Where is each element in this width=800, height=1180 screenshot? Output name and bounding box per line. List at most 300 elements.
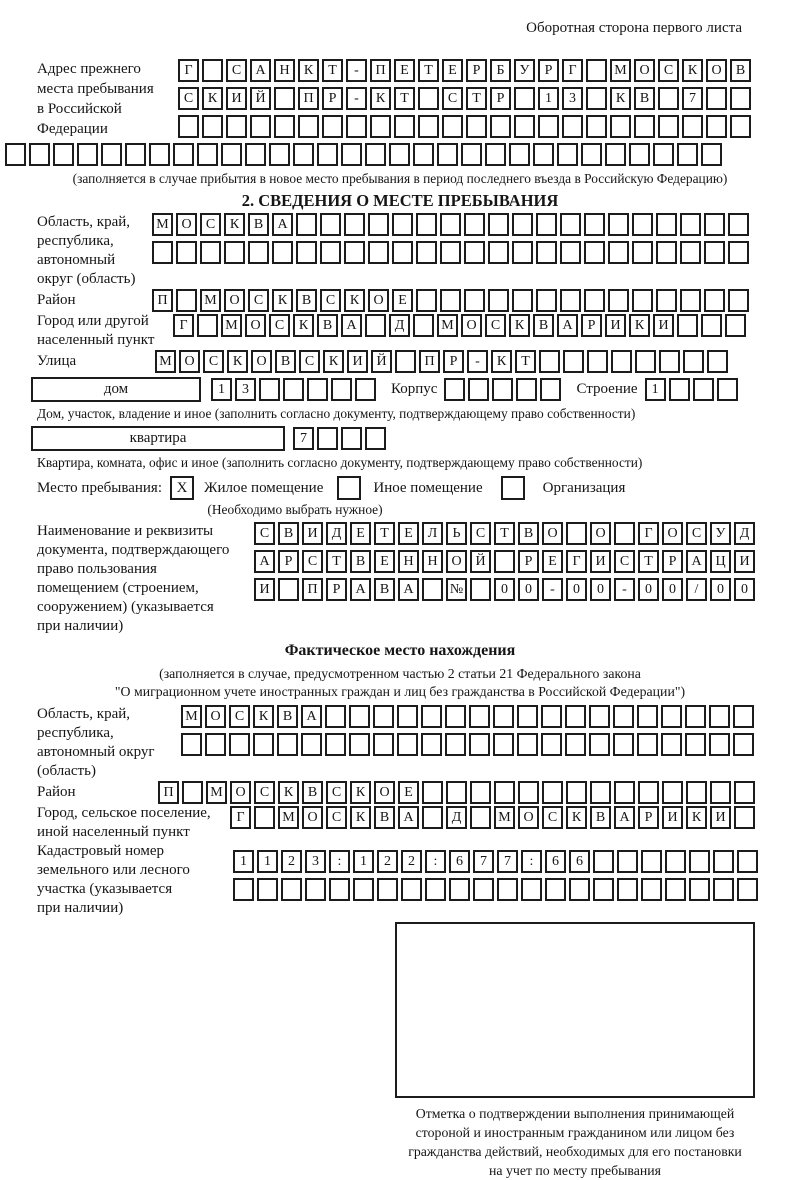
char-box — [661, 733, 682, 756]
char-box — [254, 806, 275, 829]
char-box — [512, 213, 533, 236]
char-box: И — [226, 87, 247, 110]
char-box — [658, 87, 679, 110]
char-box: М — [437, 314, 458, 337]
char-box: С — [485, 314, 506, 337]
prev-address-grid-row-2[interactable] — [178, 87, 751, 110]
char-box: С — [326, 806, 347, 829]
char-box — [422, 578, 443, 601]
char-box — [368, 241, 389, 264]
char-box — [274, 115, 295, 138]
char-box: С — [542, 806, 563, 829]
char-box — [680, 213, 701, 236]
char-box — [421, 705, 442, 728]
char-box: 0 — [710, 578, 731, 601]
char-box: М — [181, 705, 202, 728]
char-box — [634, 115, 655, 138]
char-box — [512, 289, 533, 312]
char-box: Р — [662, 550, 683, 573]
char-box — [365, 427, 386, 450]
char-box — [394, 115, 415, 138]
actual-district-grid[interactable] — [158, 781, 755, 804]
char-box: А — [350, 578, 371, 601]
char-box: Г — [638, 522, 659, 545]
char-box — [425, 878, 446, 901]
char-box: : — [521, 850, 542, 873]
char-box — [149, 143, 170, 166]
char-box: Е — [442, 59, 463, 82]
char-box — [283, 378, 304, 401]
document-grid-row-2[interactable] — [254, 550, 755, 573]
char-box — [444, 378, 465, 401]
char-box — [373, 733, 394, 756]
char-box: О — [176, 213, 197, 236]
char-box — [341, 143, 362, 166]
char-box: К — [202, 87, 223, 110]
char-box: Й — [470, 550, 491, 573]
label-line: в Российской — [37, 101, 122, 117]
char-box — [704, 213, 725, 236]
char-box: Г — [173, 314, 194, 337]
char-box — [445, 733, 466, 756]
prev-address-note: (заполняется в случае прибытия в новое место пребывания в период последнего въезда в Российскую Федерацию) — [72, 171, 728, 186]
char-box: 0 — [518, 578, 539, 601]
char-box — [542, 781, 563, 804]
char-box — [461, 143, 482, 166]
char-box: М — [610, 59, 631, 82]
char-box — [608, 289, 629, 312]
char-box: Д — [734, 522, 755, 545]
char-box — [416, 213, 437, 236]
char-box — [656, 241, 677, 264]
char-box: О — [446, 550, 467, 573]
char-box: Й — [250, 87, 271, 110]
char-box — [686, 781, 707, 804]
char-box — [632, 289, 653, 312]
char-box: Г — [230, 806, 251, 829]
char-box: У — [514, 59, 535, 82]
char-box: К — [253, 705, 274, 728]
char-box: Н — [398, 550, 419, 573]
char-box — [344, 241, 365, 264]
char-box: 7 — [497, 850, 518, 873]
char-box: О — [374, 781, 395, 804]
char-box — [259, 378, 280, 401]
prev-address-grids — [178, 59, 751, 138]
char-box — [593, 850, 614, 873]
char-box — [533, 143, 554, 166]
stroenie-grid[interactable] — [645, 378, 738, 401]
document-block — [37, 522, 800, 636]
char-box — [658, 115, 679, 138]
char-box: В — [350, 550, 371, 573]
char-box — [589, 705, 610, 728]
char-box: И — [710, 806, 731, 829]
char-box: - — [467, 350, 488, 373]
char-box — [368, 213, 389, 236]
char-box: К — [566, 806, 587, 829]
char-box — [560, 213, 581, 236]
char-box — [446, 781, 467, 804]
char-box — [680, 289, 701, 312]
char-box — [512, 241, 533, 264]
cadastral-grid-row-1[interactable] — [233, 850, 758, 873]
char-box: М — [494, 806, 515, 829]
char-box — [538, 115, 559, 138]
char-box: В — [730, 59, 751, 82]
char-box — [416, 289, 437, 312]
checkbox-org[interactable] — [501, 476, 525, 500]
char-box: 0 — [494, 578, 515, 601]
char-box — [656, 213, 677, 236]
char-box — [669, 378, 690, 401]
char-box — [734, 781, 755, 804]
char-box: Д — [389, 314, 410, 337]
house-grid[interactable] — [211, 378, 376, 401]
char-box — [514, 87, 535, 110]
char-box: С — [254, 781, 275, 804]
char-box: В — [248, 213, 269, 236]
stamp-box — [395, 922, 755, 1098]
char-box — [536, 241, 557, 264]
char-box — [440, 241, 461, 264]
char-box — [421, 733, 442, 756]
char-box: 7 — [682, 87, 703, 110]
label-line: помещением (строением, — [37, 580, 199, 596]
char-box — [397, 733, 418, 756]
char-box: К — [293, 314, 314, 337]
apartment-grid[interactable] — [293, 427, 386, 450]
char-box — [586, 87, 607, 110]
char-box: О — [518, 806, 539, 829]
checkbox-zhiloe[interactable] — [170, 476, 194, 500]
char-box: А — [272, 213, 293, 236]
char-box: О — [634, 59, 655, 82]
char-box — [329, 878, 350, 901]
district-block — [37, 289, 800, 312]
char-box: С — [470, 522, 491, 545]
char-box — [413, 314, 434, 337]
char-box — [392, 213, 413, 236]
char-box — [373, 705, 394, 728]
char-box — [422, 781, 443, 804]
char-box — [176, 289, 197, 312]
char-box: П — [298, 87, 319, 110]
char-box: И — [302, 522, 323, 545]
char-box — [605, 143, 626, 166]
char-box: К — [682, 59, 703, 82]
char-box: Р — [490, 87, 511, 110]
char-box: Е — [398, 522, 419, 545]
char-box — [392, 241, 413, 264]
char-box — [274, 87, 295, 110]
char-box: С — [229, 705, 250, 728]
char-box — [469, 705, 490, 728]
label-line: автономный округ — [37, 744, 155, 760]
char-box: 2 — [377, 850, 398, 873]
label-line: Область, край, — [37, 706, 131, 722]
char-box — [704, 289, 725, 312]
char-box — [494, 550, 515, 573]
char-box — [632, 213, 653, 236]
char-box — [632, 241, 653, 264]
char-box: К — [509, 314, 530, 337]
char-box: В — [302, 781, 323, 804]
city-label — [37, 312, 173, 350]
document-grid-row-1[interactable] — [254, 522, 755, 545]
char-box — [737, 850, 758, 873]
char-box — [307, 378, 328, 401]
char-box: 3 — [305, 850, 326, 873]
char-box: С — [302, 550, 323, 573]
char-box — [638, 781, 659, 804]
house-block — [31, 377, 800, 402]
label-line: Город, сельское поселение, — [37, 805, 211, 821]
district-grid[interactable] — [152, 289, 749, 312]
char-box — [277, 733, 298, 756]
char-box — [205, 733, 226, 756]
char-box: В — [277, 705, 298, 728]
char-box — [662, 781, 683, 804]
char-box: Т — [394, 87, 415, 110]
city-grid[interactable] — [173, 314, 746, 337]
char-box — [569, 878, 590, 901]
actual-city-grid[interactable] — [230, 806, 755, 829]
label-line: республика, — [37, 725, 114, 741]
house-label-box: дом — [31, 377, 201, 402]
char-box — [728, 241, 749, 264]
char-box — [440, 289, 461, 312]
char-box — [221, 143, 242, 166]
label-line: гражданства действий, необходимых для его постановки — [408, 1144, 742, 1159]
char-box — [464, 289, 485, 312]
char-box — [586, 59, 607, 82]
char-box — [202, 115, 223, 138]
char-box: А — [557, 314, 578, 337]
char-box: О — [368, 289, 389, 312]
char-box: Д — [446, 806, 467, 829]
korpus-grid[interactable] — [444, 378, 561, 401]
char-box: 6 — [449, 850, 470, 873]
char-box: 2 — [401, 850, 422, 873]
district-label: Район — [37, 292, 76, 308]
char-box — [29, 143, 50, 166]
char-box — [608, 241, 629, 264]
label-line: округ (область) — [37, 271, 136, 287]
char-box: 0 — [566, 578, 587, 601]
char-box — [717, 378, 738, 401]
char-box: П — [302, 578, 323, 601]
char-box: М — [278, 806, 299, 829]
char-box: 1 — [645, 378, 666, 401]
char-box — [488, 213, 509, 236]
char-box: Г — [178, 59, 199, 82]
char-box: О — [179, 350, 200, 373]
char-box — [586, 115, 607, 138]
char-box — [637, 705, 658, 728]
char-box — [563, 350, 584, 373]
label-line: Наименование и реквизиты — [37, 523, 214, 539]
char-box — [565, 733, 586, 756]
char-box: С — [614, 550, 635, 573]
stay-type-row — [37, 476, 800, 500]
char-box: С — [299, 350, 320, 373]
char-box: 3 — [562, 87, 583, 110]
char-box — [485, 143, 506, 166]
char-box — [281, 878, 302, 901]
char-box — [557, 143, 578, 166]
char-box: В — [518, 522, 539, 545]
char-box: К — [629, 314, 650, 337]
char-box — [178, 115, 199, 138]
char-box: С — [442, 87, 463, 110]
char-box — [635, 350, 656, 373]
char-box: Й — [371, 350, 392, 373]
char-box: О — [224, 289, 245, 312]
char-box — [464, 241, 485, 264]
char-box — [590, 781, 611, 804]
char-box — [341, 427, 362, 450]
char-box: - — [346, 87, 367, 110]
char-box: А — [686, 550, 707, 573]
char-box — [733, 733, 754, 756]
char-box — [494, 781, 515, 804]
char-box — [305, 878, 326, 901]
char-box — [593, 878, 614, 901]
char-box — [653, 143, 674, 166]
char-box — [296, 241, 317, 264]
char-box — [365, 314, 386, 337]
label-line: Адрес прежнего — [37, 61, 141, 77]
prev-address-grid-row-3[interactable] — [178, 115, 751, 138]
char-box — [418, 115, 439, 138]
char-box — [536, 289, 557, 312]
char-box: Ь — [446, 522, 467, 545]
char-box — [173, 143, 194, 166]
char-box: Н — [422, 550, 443, 573]
region-grid-row-1[interactable] — [152, 213, 749, 236]
option-zhiloe-label: Жилое помещение — [204, 479, 324, 496]
char-box — [490, 115, 511, 138]
char-box: О — [461, 314, 482, 337]
document-grid-row-3[interactable] — [254, 578, 755, 601]
char-box: Р — [443, 350, 464, 373]
char-box — [395, 350, 416, 373]
char-box: - — [346, 59, 367, 82]
checkbox-inoe[interactable] — [337, 476, 361, 500]
char-box: А — [301, 705, 322, 728]
char-box — [728, 289, 749, 312]
prev-address-grid-row-4[interactable] — [5, 143, 800, 166]
char-box — [562, 115, 583, 138]
char-box — [682, 115, 703, 138]
char-box — [152, 241, 173, 264]
char-box: У — [710, 522, 731, 545]
char-box: К — [278, 781, 299, 804]
char-box: 0 — [638, 578, 659, 601]
char-box — [250, 115, 271, 138]
char-box — [492, 378, 513, 401]
label-line: при наличии) — [37, 900, 124, 916]
char-box: В — [533, 314, 554, 337]
char-box: К — [370, 87, 391, 110]
label-line: документа, подтверждающего — [37, 542, 230, 558]
char-box — [440, 213, 461, 236]
char-box: А — [614, 806, 635, 829]
region-grid-row-2[interactable] — [152, 241, 749, 264]
prev-address-grid-row-1[interactable] — [178, 59, 751, 82]
char-box: В — [374, 578, 395, 601]
prev-address-block — [37, 59, 800, 139]
char-box — [685, 705, 706, 728]
actual-region-grid-row-2[interactable] — [181, 733, 754, 756]
actual-district-block — [37, 781, 800, 804]
prev-address-label — [37, 59, 178, 139]
char-box: С — [686, 522, 707, 545]
char-box — [245, 143, 266, 166]
street-grid[interactable] — [155, 350, 728, 373]
label-line: Отметка о подтверждении выполнения принимающей — [415, 1106, 735, 1121]
stay-type-label: Место пребывания: — [37, 479, 162, 496]
char-box — [584, 213, 605, 236]
char-box — [541, 705, 562, 728]
char-box — [349, 733, 370, 756]
char-box — [560, 241, 581, 264]
char-box — [589, 733, 610, 756]
char-box: М — [206, 781, 227, 804]
char-box — [229, 733, 250, 756]
char-box: К — [224, 213, 245, 236]
char-box: С — [254, 522, 275, 545]
char-box: О — [662, 522, 683, 545]
char-box: Т — [494, 522, 515, 545]
cadastral-grid-row-2[interactable] — [233, 878, 758, 901]
char-box: № — [446, 578, 467, 601]
char-box — [701, 143, 722, 166]
char-box — [641, 850, 662, 873]
char-box — [665, 878, 686, 901]
char-box: Т — [466, 87, 487, 110]
char-box — [730, 115, 751, 138]
char-box: О — [230, 781, 251, 804]
char-box — [706, 115, 727, 138]
char-box — [614, 781, 635, 804]
char-box — [349, 705, 370, 728]
char-box — [278, 578, 299, 601]
apartment-block — [31, 426, 800, 451]
char-box — [516, 378, 537, 401]
char-box — [422, 806, 443, 829]
char-box — [497, 878, 518, 901]
char-box — [325, 705, 346, 728]
char-box — [584, 241, 605, 264]
char-box: Р — [538, 59, 559, 82]
char-box: Р — [278, 550, 299, 573]
char-box — [677, 314, 698, 337]
char-box — [689, 850, 710, 873]
actual-region-grid-row-1[interactable] — [181, 705, 754, 728]
char-box: А — [254, 550, 275, 573]
char-box: Д — [326, 522, 347, 545]
char-box — [540, 378, 561, 401]
char-box — [470, 781, 491, 804]
char-box: 1 — [233, 850, 254, 873]
char-box — [226, 115, 247, 138]
char-box — [693, 378, 714, 401]
label-line: Область, край, — [37, 214, 131, 230]
char-box: 7 — [293, 427, 314, 450]
char-box — [709, 733, 730, 756]
